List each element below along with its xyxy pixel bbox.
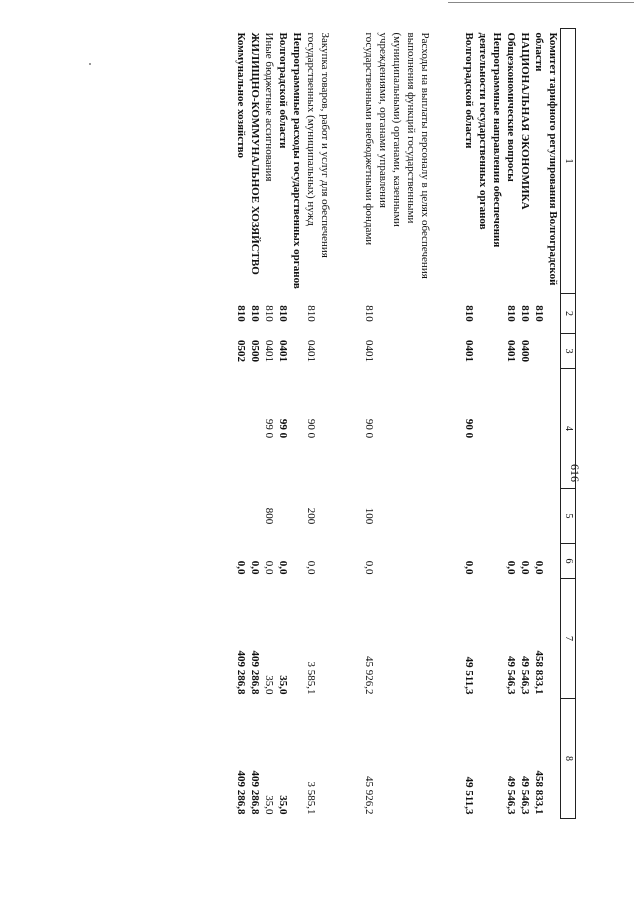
col-4: 99 0 <box>277 418 289 439</box>
col-7: 409 286,8 <box>249 650 261 695</box>
col-3: 0401 <box>363 340 375 362</box>
col-3: 0401 <box>463 340 475 362</box>
col-2: 810 <box>235 305 247 322</box>
col-4: 90 0 <box>363 418 375 439</box>
col-3: 0401 <box>263 340 275 362</box>
col-2: 810 <box>363 305 375 322</box>
col-8: 458 833,1 <box>533 770 545 815</box>
col-4 <box>248 369 262 489</box>
table-row <box>262 29 276 819</box>
rotated-sheet <box>86 28 576 818</box>
budget-table <box>232 28 576 819</box>
col-6: 0,0 <box>305 560 317 575</box>
col-5: 800 <box>263 507 275 525</box>
col-3: 0500 <box>249 340 261 362</box>
col-3: 0401 <box>305 340 317 362</box>
col-8: 409 286,8 <box>235 770 247 815</box>
col-2: 810 <box>505 305 517 322</box>
table-row <box>504 29 518 819</box>
col-8: 35,0 <box>277 795 289 815</box>
col-8: 35,0 <box>263 795 275 815</box>
col-8: 409 286,8 <box>249 770 261 815</box>
col-7: 49 511,3 <box>463 656 475 695</box>
col-6: 0,0 <box>363 560 375 575</box>
col-2: 810 <box>533 305 545 322</box>
table-row <box>248 29 262 819</box>
col-5: 200 <box>305 507 317 525</box>
table-row <box>304 29 332 819</box>
col-2: 810 <box>305 305 317 322</box>
header-cell: 5 <box>561 489 576 544</box>
col-4: 99 0 <box>263 418 275 439</box>
col-3: 0400 <box>519 340 531 362</box>
spacer-row <box>432 29 462 819</box>
header-cell: 2 <box>561 294 576 334</box>
row-name: НАЦИОНАЛЬНАЯ ЭКОНОМИКА <box>519 32 531 210</box>
spacer-cell <box>332 29 362 819</box>
col-6: 0,0 <box>277 560 289 575</box>
row-name: ЖИЛИЩНО-КОММУНАЛЬНОЕ ХОЗЯЙСТВО <box>249 32 261 275</box>
row-name: Коммунальное хозяйство <box>235 32 247 159</box>
table-row <box>362 29 432 819</box>
row-name: Непрограммные расходы государственных органов Волгоградской области <box>277 32 303 289</box>
header-cell: 7 <box>561 579 576 699</box>
col-2: 810 <box>277 305 289 322</box>
col-8: 49 546,3 <box>519 776 531 815</box>
col-6: 0,0 <box>463 560 475 575</box>
table-row <box>532 29 561 819</box>
col-4 <box>504 369 518 489</box>
row-name: Закупка товаров, работ и услуг для обеспечения государственных (муниципальных) нужд <box>305 32 331 258</box>
col-2: 810 <box>263 305 275 322</box>
col-7: 49 546,3 <box>519 656 531 695</box>
col-7: 409 286,8 <box>235 650 247 695</box>
table-row <box>232 29 248 819</box>
header-cell: 1 <box>561 29 576 294</box>
table-body <box>232 29 561 819</box>
col-8: 49 511,3 <box>463 776 475 815</box>
col-7: 49 546,3 <box>505 656 517 695</box>
col-8: 3 585,1 <box>305 781 317 815</box>
col-8: 49 546,3 <box>505 776 517 815</box>
col-6: 0,0 <box>519 560 531 575</box>
col-2: 810 <box>519 305 531 322</box>
row-name: Комитет тарифного регулирования Волгоградской области <box>533 32 559 286</box>
col-6: 0,0 <box>235 560 247 575</box>
table-row <box>518 29 532 819</box>
col-4 <box>232 369 248 489</box>
spacer-row <box>332 29 362 819</box>
col-6: 0,0 <box>533 560 545 575</box>
col-5 <box>462 489 504 544</box>
col-3: 0502 <box>235 340 247 362</box>
row-name: Общеэкономические вопросы <box>505 32 517 182</box>
row-name: Расходы на выплаты персоналу в целях обеспечения выполнения функций государственными (муниципальными) органами, казенными учреждениями, органами управления государственными внебюджетными фондами <box>363 32 431 279</box>
col-6: 0,0 <box>505 560 517 575</box>
col-6: 0,0 <box>249 560 261 575</box>
col-4 <box>518 369 532 489</box>
col-4: 90 0 <box>463 418 475 439</box>
col-3: 0401 <box>277 340 289 362</box>
header-cell: 6 <box>561 544 576 579</box>
col-7: 458 833,1 <box>533 650 545 695</box>
col-5: 100 <box>363 507 375 525</box>
header-cell: 4 <box>561 369 576 489</box>
col-7: 3 585,1 <box>305 661 317 695</box>
col-4: 90 0 <box>305 418 317 439</box>
col-8: 45 926,2 <box>363 776 375 815</box>
col-5 <box>518 489 532 544</box>
col-3: 0401 <box>505 340 517 362</box>
col-5 <box>532 489 561 544</box>
col-7: 35,0 <box>263 675 275 695</box>
table-row <box>462 29 504 819</box>
row-name: Иные бюджетные ассигнования <box>263 32 275 182</box>
spacer-cell <box>432 29 462 819</box>
table-row <box>276 29 304 819</box>
col-3 <box>532 334 561 369</box>
col-7: 35,0 <box>277 675 289 695</box>
col-7: 45 926,2 <box>363 656 375 695</box>
col-4 <box>532 369 561 489</box>
header-cell: 8 <box>561 699 576 819</box>
col-2: 810 <box>249 305 261 322</box>
col-5 <box>276 489 304 544</box>
col-5 <box>232 489 248 544</box>
page-number: 616 <box>568 464 582 482</box>
corner-rule <box>448 2 634 3</box>
row-name: Непрограммные направления обеспечения деятельности государственных органов Волгоградской области <box>463 32 503 248</box>
col-2: 810 <box>463 305 475 322</box>
col-6: 0,0 <box>263 560 275 575</box>
header-cell: 3 <box>561 334 576 369</box>
col-5 <box>504 489 518 544</box>
col-5 <box>248 489 262 544</box>
header-row <box>561 29 576 819</box>
